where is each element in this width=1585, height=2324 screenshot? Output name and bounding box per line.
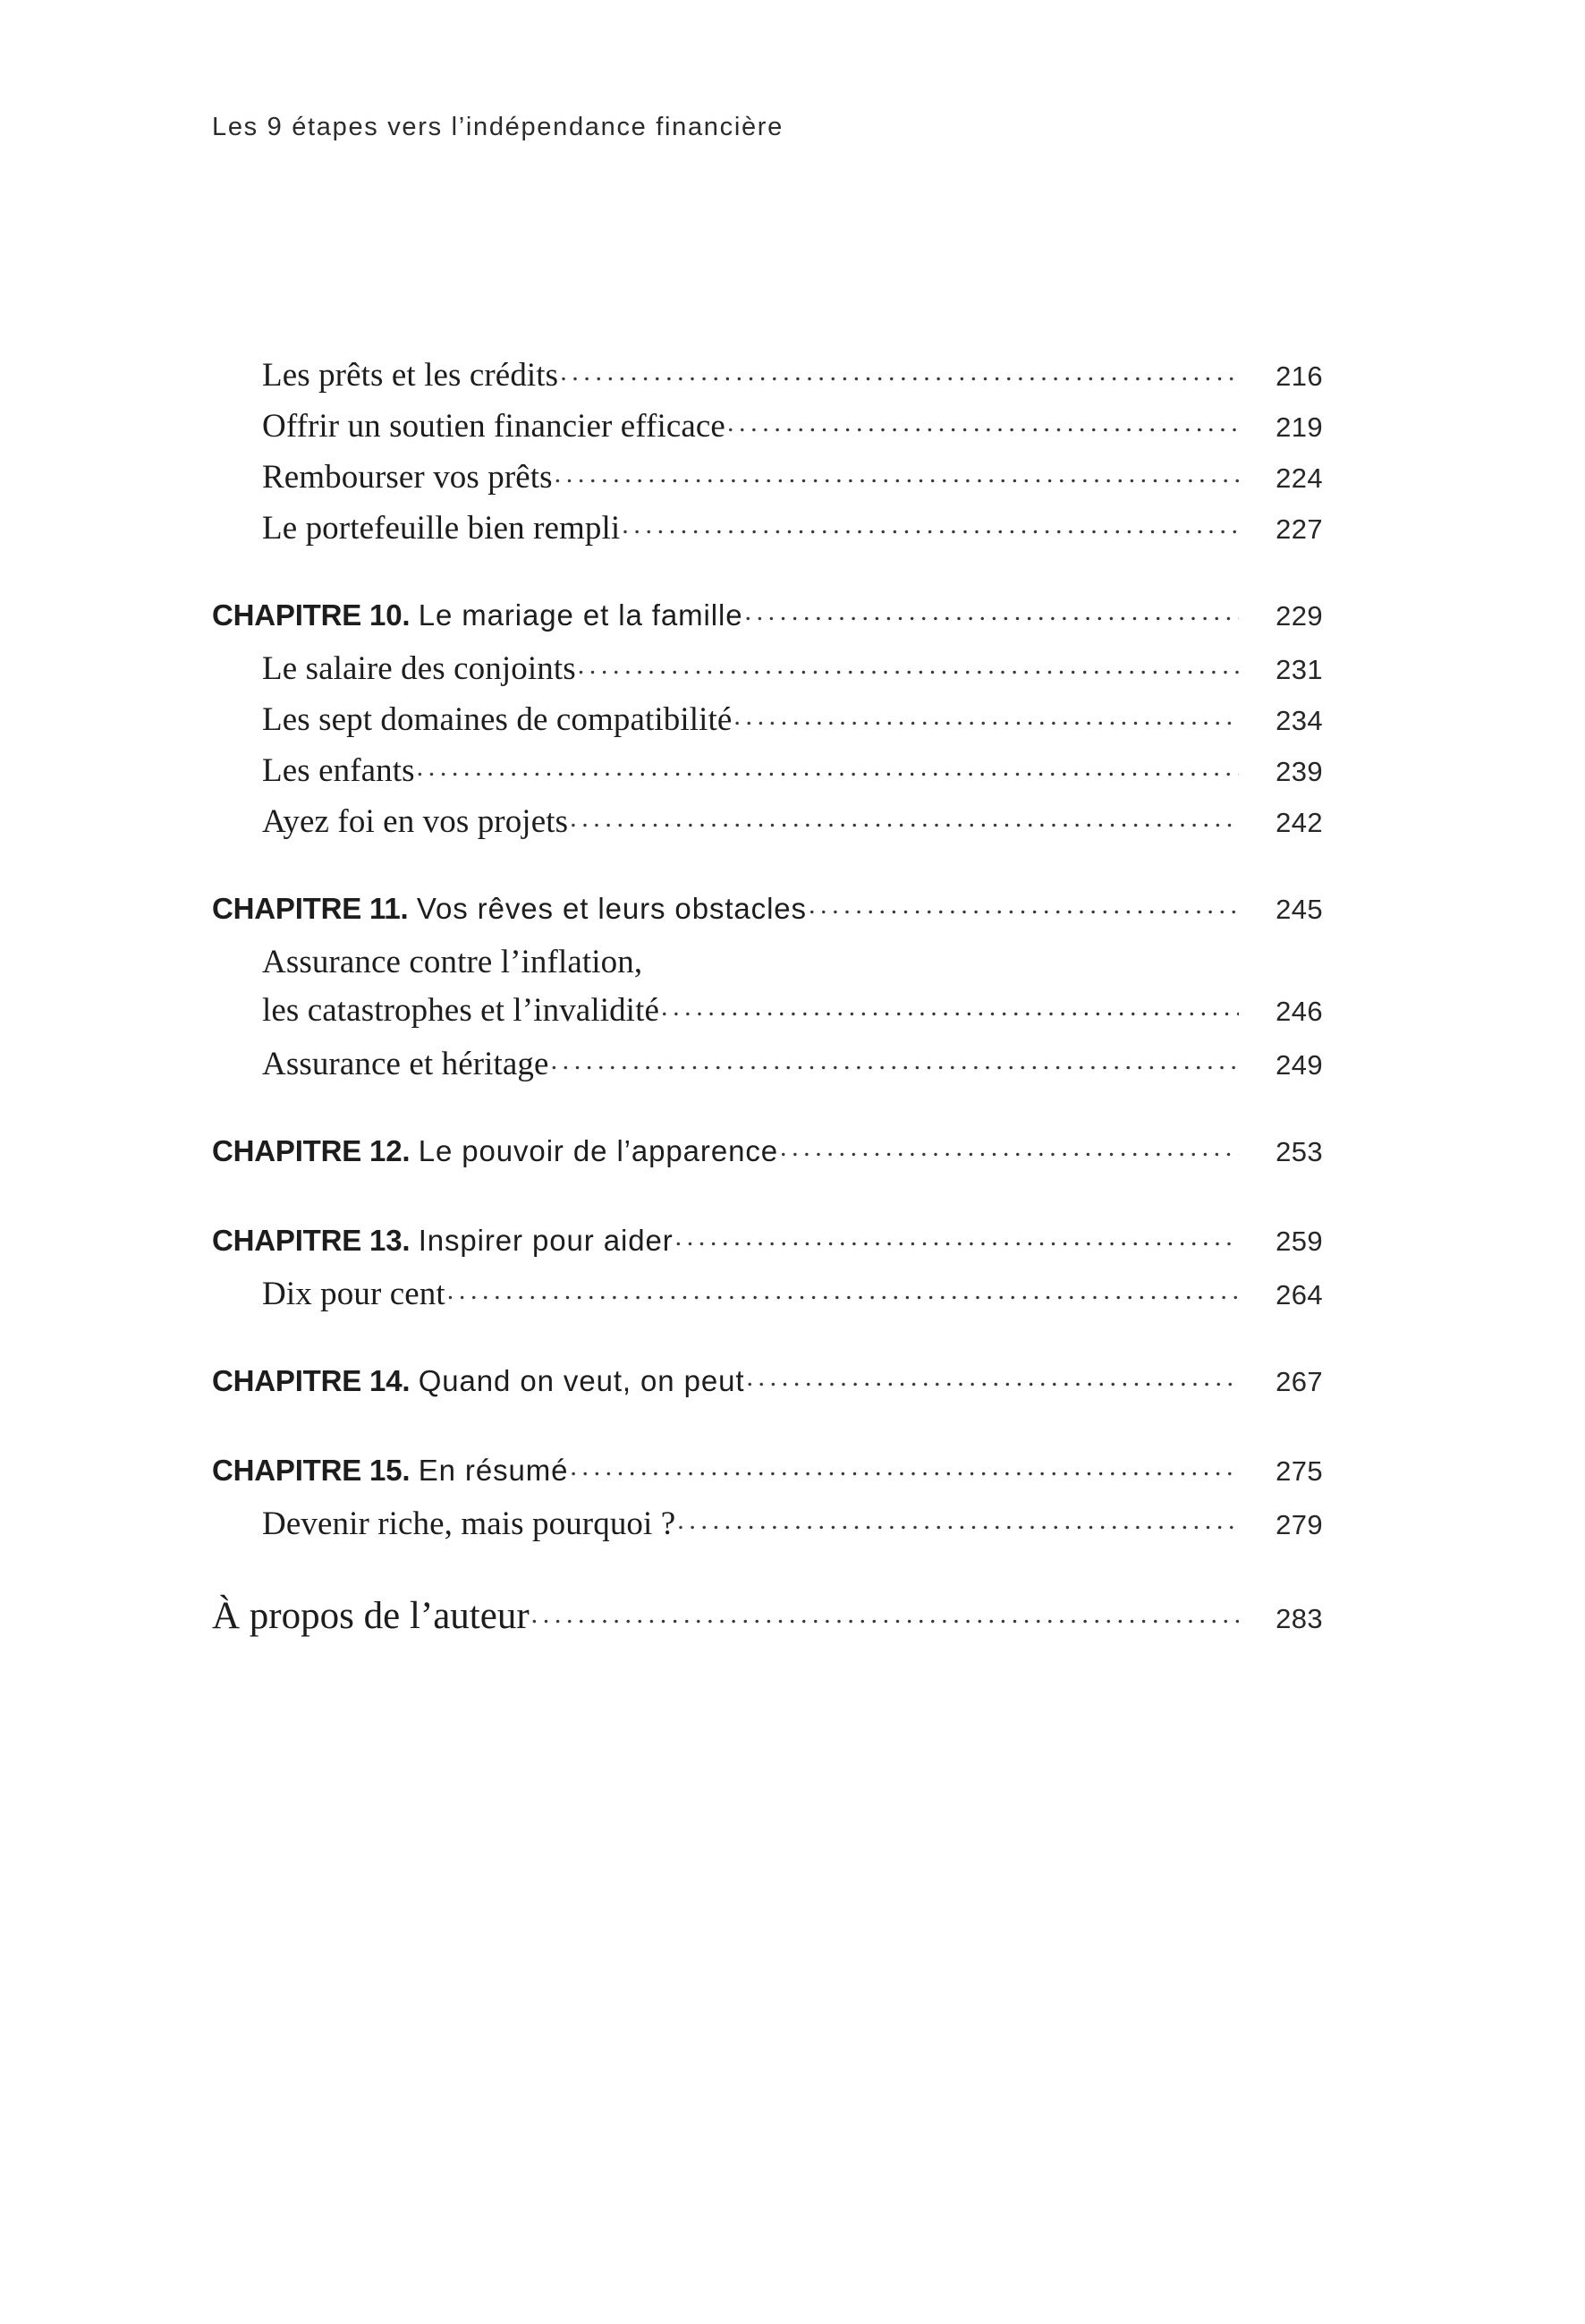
dot-leader (746, 1377, 1239, 1391)
toc-chapter-number: CHAPITRE 15. (212, 1454, 411, 1487)
toc-section-label: Devenir riche, mais pourquoi ? (262, 1506, 676, 1542)
toc-chapter-label (212, 1364, 744, 1398)
toc-section-row[interactable] (212, 802, 1346, 853)
toc-page-number: 253 (1276, 1136, 1323, 1167)
toc-section-row[interactable] (212, 700, 1346, 751)
toc-section-label: Ayez foi en vos projets (262, 803, 569, 840)
toc-section-row[interactable] (212, 649, 1346, 700)
dot-leader (780, 1147, 1239, 1161)
toc-group (212, 356, 1346, 560)
toc-group (212, 1134, 1346, 1185)
toc-page-number: 264 (1276, 1279, 1323, 1310)
toc-page-number: 245 (1276, 894, 1323, 925)
dot-leader (578, 665, 1239, 679)
toc-chapter-title: En résumé (418, 1454, 569, 1487)
dot-leader (447, 1290, 1239, 1304)
toc-section-label: Les enfants (262, 752, 415, 789)
toc-section-label: Assurance contre l’inflation, (262, 944, 643, 980)
toc-chapter-label (212, 1224, 674, 1258)
toc-section-label: Rembourser vos prêts (262, 459, 553, 496)
dot-leader (622, 524, 1239, 539)
toc-section-label: Les sept domaines de compatibilité (262, 701, 733, 738)
toc-backmatter-label: À propos de l’auteur (212, 1595, 530, 1637)
toc-chapter-number: CHAPITRE 11. (212, 892, 409, 925)
toc-page-number: 234 (1276, 705, 1323, 736)
toc-chapter-row[interactable] (212, 1364, 1346, 1415)
toc-page-number: 216 (1276, 360, 1323, 392)
toc-chapter-label (212, 892, 807, 926)
toc-page-number: 239 (1276, 756, 1323, 787)
dot-leader (733, 716, 1239, 730)
toc-page-number: 267 (1276, 1366, 1323, 1397)
toc-page-number: 275 (1276, 1455, 1323, 1487)
toc-chapter-row[interactable] (212, 892, 1346, 943)
dot-leader (555, 473, 1239, 488)
toc-chapter-title: Inspirer pour aider (418, 1224, 674, 1257)
dot-leader (551, 1060, 1239, 1074)
toc-chapter-row[interactable] (212, 1224, 1346, 1275)
toc-section-row[interactable] (212, 1505, 1346, 1556)
dot-leader (531, 1614, 1239, 1628)
toc-section-label: Le portefeuille bien rempli (262, 510, 621, 547)
toc-chapter-label (212, 1134, 778, 1168)
dot-leader (570, 1466, 1239, 1480)
toc-section-row[interactable] (212, 509, 1346, 560)
toc-group (212, 598, 1346, 853)
dot-leader (570, 818, 1239, 832)
dot-leader (809, 904, 1239, 919)
toc-section-label: les catastrophes et l’invalidité (262, 992, 659, 1029)
toc-section-label: Le salaire des conjoints (262, 650, 576, 687)
toc-chapter-number: CHAPITRE 10. (212, 598, 411, 632)
toc-chapter-title: Vos rêves et leurs obstacles (416, 892, 807, 925)
toc-section-row[interactable] (212, 751, 1346, 802)
dot-leader (677, 1520, 1239, 1534)
toc-section-row[interactable] (212, 943, 1346, 991)
toc-chapter-title: Le pouvoir de l’apparence (418, 1134, 778, 1167)
toc-chapter-row[interactable] (212, 1454, 1346, 1505)
toc-chapter-title: Quand on veut, on peut (418, 1364, 745, 1397)
toc-chapter-number: CHAPITRE 12. (212, 1134, 411, 1167)
toc-section-row[interactable] (212, 1275, 1346, 1326)
toc-page-number: 227 (1276, 513, 1323, 545)
toc-section-row[interactable] (212, 407, 1346, 458)
toc-page-number: 279 (1276, 1509, 1323, 1540)
toc-group (212, 892, 1346, 1096)
toc-section-label: Offrir un soutien financier efficace (262, 408, 725, 445)
toc-page-number: 231 (1276, 654, 1323, 685)
dot-leader (727, 422, 1239, 437)
toc-chapter-label (212, 598, 742, 632)
toc-page-number: 246 (1276, 996, 1323, 1027)
dot-leader (661, 1006, 1239, 1021)
toc-section-row[interactable] (212, 458, 1346, 509)
toc-section-row[interactable] (212, 1045, 1346, 1096)
toc-group (212, 1454, 1346, 1556)
toc-section-label: Dix pour cent (262, 1276, 445, 1312)
toc-chapter-row[interactable] (212, 598, 1346, 649)
dot-leader (560, 371, 1239, 386)
toc-chapter-title: Le mariage et la famille (418, 598, 743, 632)
toc-chapter-label (212, 1454, 568, 1488)
dot-leader (744, 611, 1239, 625)
toc-section-row[interactable] (212, 356, 1346, 407)
toc-page-number: 249 (1276, 1049, 1323, 1081)
dot-leader (675, 1236, 1239, 1251)
toc-group (212, 1364, 1346, 1415)
toc-page-number: 259 (1276, 1226, 1323, 1257)
toc-section-label: Les prêts et les crédits (262, 357, 559, 394)
running-head: Les 9 étapes vers l’indépendance financière (212, 113, 784, 141)
toc-page-number: 283 (1276, 1603, 1323, 1634)
toc-page-number: 229 (1276, 600, 1323, 632)
toc-group (212, 1224, 1346, 1326)
toc-chapter-row[interactable] (212, 1134, 1346, 1185)
toc-backmatter-row[interactable] (212, 1594, 1346, 1650)
toc-group (212, 1594, 1346, 1650)
toc-chapter-number: CHAPITRE 14. (212, 1364, 411, 1397)
toc-page-number: 224 (1276, 462, 1323, 494)
toc-section-label: Assurance et héritage (262, 1046, 549, 1082)
toc-page-number: 242 (1276, 807, 1323, 838)
toc-page-number: 219 (1276, 411, 1323, 443)
table-of-contents (212, 356, 1346, 1650)
toc-section-row[interactable] (212, 991, 1346, 1045)
toc-chapter-number: CHAPITRE 13. (212, 1224, 411, 1257)
dot-leader (417, 767, 1239, 781)
